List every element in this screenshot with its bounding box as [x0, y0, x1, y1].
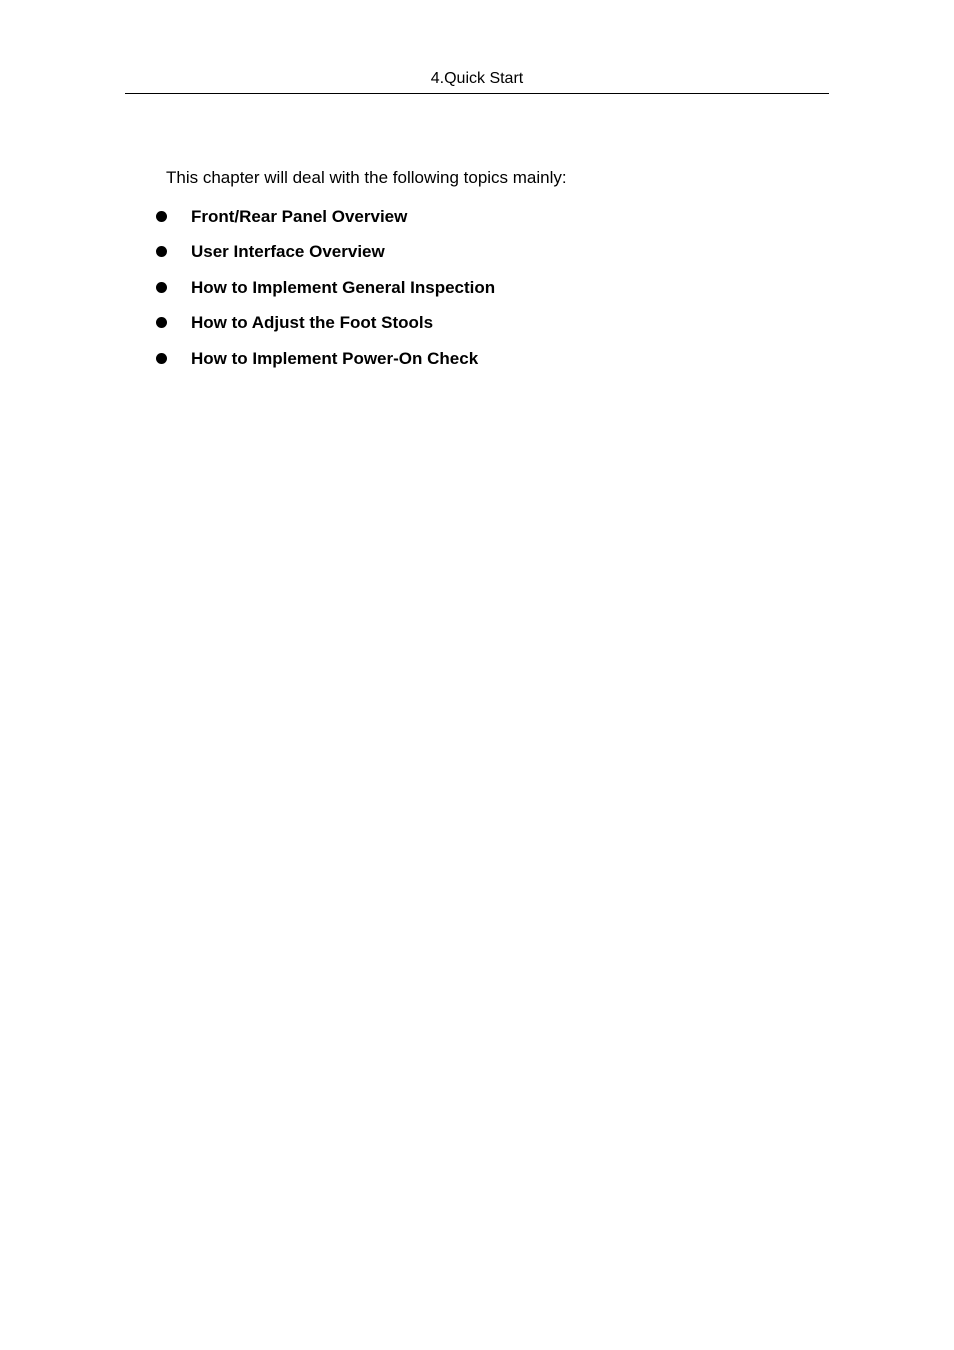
- bullet-icon: [156, 317, 167, 328]
- topic-label: How to Adjust the Foot Stools: [191, 313, 434, 332]
- intro-text: This chapter will deal with the following topics mainly:: [166, 168, 567, 187]
- header-title: 4.Quick Start: [430, 70, 524, 87]
- bullet-icon: [156, 211, 167, 222]
- topic-label: How to Implement Power-On Check: [191, 349, 479, 368]
- page-header: [125, 68, 829, 94]
- bullet-icon: [156, 246, 167, 257]
- bullet-icon: [156, 353, 167, 364]
- bullet-icon: [156, 282, 167, 293]
- topic-label: User Interface Overview: [191, 242, 385, 261]
- topic-label: How to Implement General Inspection: [191, 278, 496, 297]
- topic-label: Front/Rear Panel Overview: [191, 207, 408, 226]
